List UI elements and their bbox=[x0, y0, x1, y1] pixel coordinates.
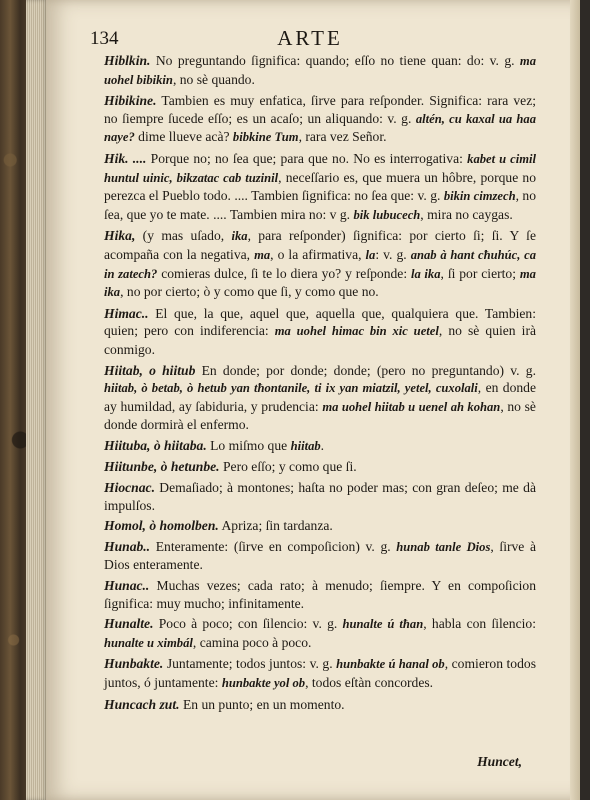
entry-definition-text: , camina poco à poco. bbox=[192, 634, 312, 650]
entry-definition-text: Juntamente; todos juntos: v. g. bbox=[163, 656, 337, 672]
maya-example: ma uohel himac bin xic uetel bbox=[274, 324, 439, 339]
entry-headword: Hunab.. bbox=[104, 538, 151, 554]
entry-definition-text: , ſirve à Dios enteramente. bbox=[104, 538, 536, 573]
maya-example: hiitab, ò betab, ò hetub yan tħontanile, ti ix yan miatzil, yetel, cuxolali bbox=[104, 381, 478, 396]
maya-example: hunbakte ú hanal ob bbox=[336, 657, 445, 672]
dictionary-entry bbox=[104, 655, 536, 692]
dictionary-entry bbox=[104, 458, 536, 476]
maya-example: hunalte ú tħan bbox=[342, 617, 424, 632]
entry-definition-text: , o la afirmativa, bbox=[270, 246, 366, 262]
dictionary-entry bbox=[104, 52, 536, 89]
maya-example: anab à hant cħuhúc, ca in zatech? bbox=[104, 247, 537, 281]
maya-example: hunab tanle Dios bbox=[396, 539, 491, 554]
dictionary-entry bbox=[104, 227, 536, 301]
entry-definition-text: comieras dulce, ſi te lo diera yo? y reſponde: bbox=[157, 265, 411, 281]
entry-definition-text: No preguntando ſignifica: quando; eſſo no tiene quan: do: v. g. bbox=[150, 53, 520, 68]
entry-definition-text: (y mas uſado, bbox=[135, 228, 232, 244]
entry-definition-text: Pero eſſo; y como que ſi. bbox=[219, 459, 357, 475]
running-title: ARTE bbox=[277, 26, 343, 50]
entry-definition-text: , no sè quando. bbox=[172, 71, 255, 87]
entry-headword: Hunbakte. bbox=[104, 656, 164, 672]
entry-definition-text: En un punto; en un momento. bbox=[179, 696, 345, 712]
entry-headword: Hiitab, o hiitub bbox=[104, 362, 196, 378]
entry-definition-text: Apriza; ſin tardanza. bbox=[218, 518, 333, 534]
entry-definition-text: , no por cierto; ò y como que ſi, y como que no. bbox=[120, 284, 379, 300]
maya-example: ika bbox=[231, 229, 248, 244]
entry-definition-text: . bbox=[320, 437, 325, 453]
maya-example: hiitab bbox=[290, 438, 321, 453]
entry-headword: Hunalte. bbox=[104, 616, 154, 632]
entry-definition-text: , rara vez Señor. bbox=[298, 129, 387, 145]
entry-headword: Hiitunbe, ò hetunbe. bbox=[104, 459, 220, 475]
entry-headword: Homol, ò homolben. bbox=[104, 518, 219, 534]
maya-example: ma uohel bibikin bbox=[104, 54, 536, 87]
dictionary-entry bbox=[104, 696, 536, 714]
maya-example: bik lubucech bbox=[353, 207, 421, 222]
page-edges bbox=[26, 0, 48, 800]
dictionary-entry bbox=[104, 305, 536, 359]
maya-example: bibkine Tum bbox=[232, 130, 299, 145]
entry-definition-text: Porque no; no ſea que; para que no. No es interrogativa: bbox=[146, 150, 468, 166]
entry-definition-text: : v. g. bbox=[375, 246, 411, 262]
dictionary-entry bbox=[104, 538, 536, 574]
entry-headword: Hiocnac. bbox=[104, 480, 155, 496]
dictionary-entry bbox=[104, 615, 536, 652]
entry-definition-text: , no sè donde dormirà el enfermo. bbox=[104, 398, 536, 433]
entry-definition-text: Tambien es muy enfatica, ſirve para reſponder. Significa: rara vez; no ſiempre ſucede eſſo; es un acaſo; un aliquando: v. g. bbox=[104, 93, 536, 126]
page-gutter bbox=[570, 0, 580, 800]
entry-definition-text: dime llueve acà? bbox=[134, 129, 233, 145]
entry-definition-text: Demaſiado; à montones; haſta no poder mas; con gran deſeo; me dà impulſos. bbox=[104, 480, 536, 513]
dictionary-entry bbox=[104, 92, 536, 147]
catchword: Huncet, bbox=[477, 754, 522, 769]
maya-example: la ika bbox=[411, 266, 441, 281]
entry-headword: Huncach zut. bbox=[104, 696, 180, 712]
page-header bbox=[90, 28, 530, 50]
maya-example: kabet u cimil huntul uinic, bikzatac cab tuzinil bbox=[104, 151, 536, 185]
entry-definition-text: , todos eſtàn concordes. bbox=[305, 675, 434, 690]
entry-headword: Hibikine. bbox=[104, 93, 157, 109]
dictionary-entry bbox=[104, 150, 536, 224]
dictionary-entry bbox=[104, 437, 536, 456]
maya-example: ma ika bbox=[104, 266, 536, 300]
maya-example: ma bbox=[254, 247, 271, 262]
book-page bbox=[46, 0, 580, 800]
maya-example: hunalte u ximbál bbox=[104, 635, 193, 650]
dictionary-entry bbox=[104, 517, 536, 535]
dictionary-entry bbox=[104, 362, 536, 434]
entry-definition-text: , mira no caygas. bbox=[420, 206, 513, 222]
page-number: 134 bbox=[90, 28, 119, 49]
entry-definition-text: Lo miſmo que bbox=[206, 437, 291, 453]
entry-definition-text: , ſi por cierto; bbox=[440, 265, 520, 281]
entry-definition-text: , neceſſario es, que muera un hôbre, porque no perezca el Pueblo todo. .... Tambien ſignifica: no ſea que: v. g. bbox=[104, 169, 536, 204]
maya-example: altén, cu kaxal ua haa naye? bbox=[104, 111, 537, 145]
entry-definition-text: , no ſea, que yo te mate. .... Tambien mira no: v g. bbox=[104, 188, 537, 222]
entry-headword: Hiblkin. bbox=[104, 53, 151, 68]
entry-definition-text: El que, la que, aquel que, aquella que, qualquiera que. Tambien: quien; pero con indiferencia: bbox=[104, 305, 536, 339]
entry-headword: Hunac.. bbox=[104, 578, 150, 594]
maya-example: bikin cimzech bbox=[443, 189, 516, 204]
entry-definition-text: Muchas vezes; cada rato; à menudo; ſiempre. Y en compoſicion ſignifica: muy mucho; infinitamente. bbox=[104, 578, 536, 611]
dictionary-entries bbox=[104, 52, 536, 716]
entry-headword: Hik. .... bbox=[104, 150, 147, 166]
entry-headword: Hiituba, ò hiitaba. bbox=[104, 437, 207, 453]
maya-example: la bbox=[365, 247, 376, 262]
dictionary-entry bbox=[104, 479, 536, 514]
entry-definition-text: , no sè quien irà conmigo. bbox=[104, 323, 537, 357]
entry-definition-text: , comieron todos juntos, ó juntamente: bbox=[104, 656, 536, 690]
entry-definition-text: Enteramente: (ſirve en compoſicion) v. g. bbox=[150, 538, 397, 554]
entry-definition-text: , en donde ay humildad, ay ſabiduria, y prudencia: bbox=[104, 380, 536, 414]
dictionary-entry bbox=[104, 577, 536, 612]
entry-definition-text: , habla con ſilencio: bbox=[423, 616, 536, 632]
maya-example: hunbakte yol ob bbox=[221, 676, 306, 690]
entry-definition-text: , para reſponder) ſignifica: por cierto ſi; ſi. Y ſe acompaña con la negativa, bbox=[104, 228, 536, 262]
entry-headword: Himac.. bbox=[104, 305, 149, 321]
entry-definition-text: Poco à poco; con ſilencio: v. g. bbox=[153, 616, 343, 632]
entry-definition-text: En donde; por donde; donde; (pero no preguntando) v. g. bbox=[195, 362, 536, 378]
maya-example: ma uohel hiitab u uenel ah kohan bbox=[322, 399, 501, 414]
entry-headword: Hika, bbox=[104, 228, 136, 244]
